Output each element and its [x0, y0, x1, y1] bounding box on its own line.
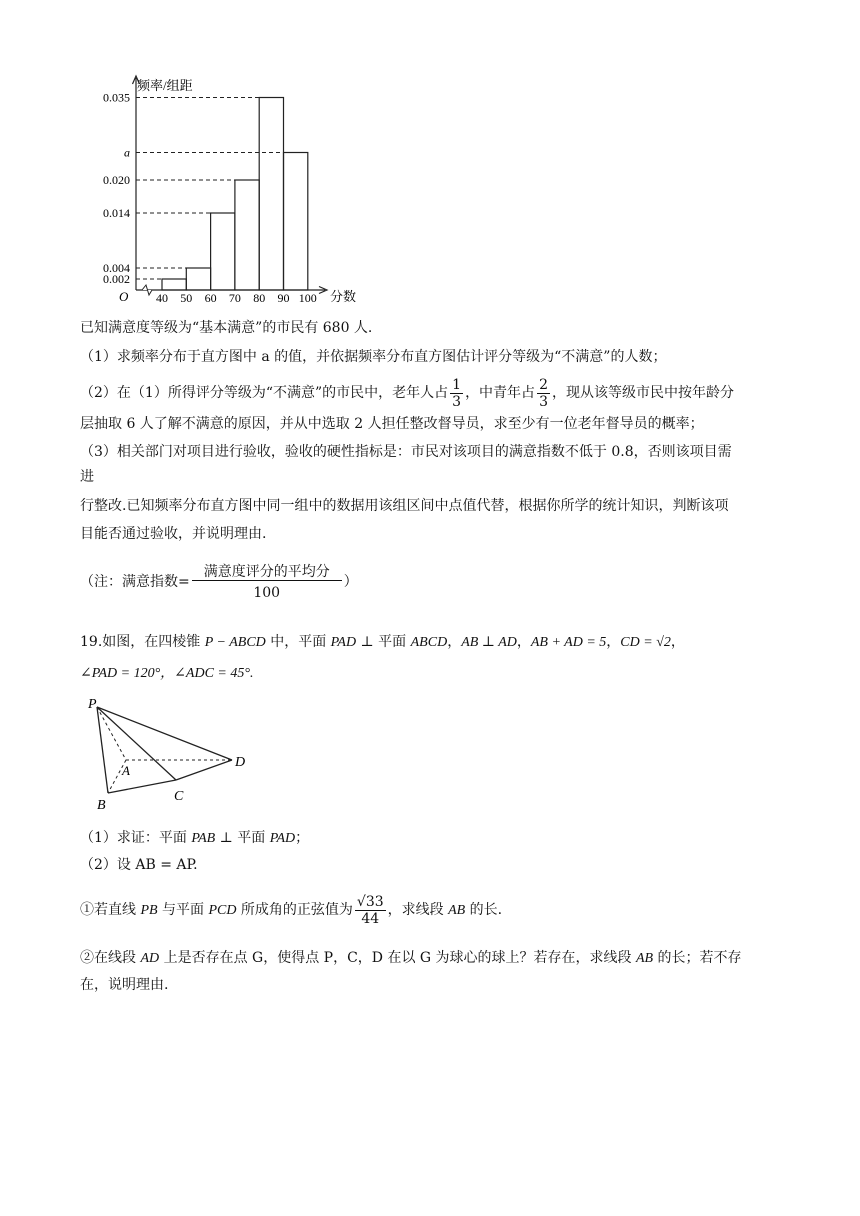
- y-tick-label: 0.035: [103, 90, 130, 105]
- q19-line2: ∠PAD = 120°，∠ADC = 45°.: [80, 666, 254, 681]
- q18-part2-line2: 层抽取 6 人了解不满意的原因，并从中选取 2 人担任整改督导员，求至少有一位老年督导员的概率；: [80, 416, 704, 432]
- edge-pb: [97, 707, 108, 793]
- q19-text: 的长.: [465, 902, 503, 918]
- fraction-numerator: 2: [539, 376, 548, 393]
- math-ab-perp-ad: AB ⊥ AD: [461, 635, 517, 650]
- q19-line1: [80, 632, 685, 653]
- q18-part3-line4: 目能否通过验收，并说明理由.: [80, 526, 267, 542]
- q19-case1: [80, 888, 502, 932]
- vertex-label-d: D: [235, 755, 246, 770]
- q19-text: ⊥ 平面: [356, 634, 411, 650]
- q18-part3-line3: 行整改.已知频率分布直方图中同一组中的数据用该组区间中点值代替，根据你所学的统计知识，判断该项: [80, 498, 729, 514]
- chart-ylabel: 频率/组距: [137, 78, 193, 93]
- q19-text: 所成角的正弦值为: [236, 902, 353, 918]
- edge-pd: [97, 707, 232, 760]
- vertex-label-a: A: [122, 763, 130, 778]
- q19-text: ⊥ 平面: [215, 830, 270, 846]
- q18-note: [80, 560, 358, 604]
- histogram-plot: [103, 76, 327, 305]
- fraction-denominator: 100: [253, 584, 281, 601]
- q19-text: ，: [670, 634, 685, 650]
- sine-value-fraction: [355, 894, 386, 927]
- q18-part2-text-c: ，现从该等级市民中按年龄分: [551, 385, 734, 401]
- chart-origin: O: [119, 289, 129, 304]
- math-cd-value: CD = √2: [620, 635, 671, 650]
- x-tick-label: 50: [180, 291, 193, 305]
- histogram-bar: [162, 279, 186, 290]
- q19-text: ②在线段: [80, 950, 141, 966]
- edge-pa-hidden: [97, 707, 126, 760]
- q19-text: ，: [606, 634, 621, 650]
- q19-text: 中，平面: [265, 634, 331, 650]
- q19-case2-line1: [80, 948, 742, 969]
- math-plane-pad: PAD: [269, 831, 296, 846]
- q18-note-prefix: （注：满意指数=: [80, 574, 190, 590]
- q19-case2-line2: 在，说明理由.: [80, 977, 169, 993]
- edge-pc: [97, 707, 176, 780]
- q19-text: ，: [516, 634, 531, 650]
- fraction-denominator: 44: [361, 910, 380, 927]
- q18-part3-line2: 进: [80, 469, 94, 485]
- histogram-bar: [211, 213, 235, 290]
- q19-text: ，求线段: [387, 902, 449, 918]
- y-tick-label: a: [124, 145, 130, 160]
- x-tick-label: 100: [298, 291, 317, 305]
- fraction-numerator: √33: [356, 893, 384, 910]
- x-tick-label: 90: [277, 291, 290, 305]
- math-segment-ab: AB: [448, 903, 466, 918]
- fraction-numerator: 满意度评分的平均分: [192, 564, 342, 581]
- q18-part2-line1: [80, 373, 734, 413]
- x-tick-label: 80: [253, 291, 266, 305]
- math-plane-pab: PAB: [191, 831, 216, 846]
- fraction-two-thirds: [537, 377, 550, 410]
- vertex-label-b: B: [97, 798, 106, 813]
- q18-part2-text-b: ，中青年占: [465, 385, 536, 401]
- x-tick-label: 60: [204, 291, 217, 305]
- q18-part3-line1: （3）相关部门对项目进行验收，验收的硬性指标是：市民对该项目的满意指数不低于 0.8，否则该项目需: [80, 444, 732, 460]
- fraction-denominator: 3: [539, 393, 548, 410]
- histogram-bar: [259, 98, 283, 291]
- q19-text: （1）求证：平面: [80, 830, 192, 846]
- q18-part2-text-a: （2）在（1）所得评分等级为“不满意”的市民中，老年人占: [80, 385, 449, 401]
- math-pyramid: P − ABCD: [204, 635, 266, 650]
- q19-text: 与平面: [157, 902, 209, 918]
- x-tick-label: 40: [156, 291, 168, 305]
- math-plane-abcd: ABCD: [410, 635, 448, 650]
- y-tick-label: 0.020: [103, 173, 130, 187]
- math-plane-pcd: PCD: [208, 903, 237, 918]
- q19-text: ；: [295, 830, 310, 846]
- math-ab-plus-ad: AB + AD = 5: [530, 635, 607, 650]
- q19-text: ，: [447, 634, 462, 650]
- fraction-one-third: [450, 377, 463, 410]
- pyramid-figure: [80, 692, 260, 814]
- q19-text: 19.如图，在四棱锥: [80, 634, 205, 650]
- q19-text: ①若直线: [80, 902, 141, 918]
- edge-cd: [176, 760, 232, 780]
- histogram-bar: [284, 153, 308, 291]
- x-tick-label: 70: [228, 291, 241, 305]
- y-tick-label: 0.002: [103, 272, 130, 286]
- histogram-chart: [0, 0, 420, 312]
- vertex-label-c: C: [174, 789, 184, 804]
- chart-xlabel: 分数: [330, 289, 357, 304]
- y-tick-label: 0.014: [103, 206, 130, 220]
- histogram-bar: [235, 180, 259, 290]
- q19-sub2: （2）设 AB = AP.: [80, 857, 198, 873]
- math-segment-ad: AD: [140, 951, 160, 966]
- q18-note-suffix: ）: [343, 574, 358, 590]
- q19-sub1: [80, 828, 309, 849]
- math-line-pb: PB: [140, 903, 158, 918]
- fraction-denominator: 3: [452, 393, 462, 410]
- q19-text: 的长；若不存: [653, 950, 742, 966]
- edge-bc: [108, 780, 176, 793]
- axis-break-mark: [142, 285, 152, 295]
- y-tick-label: 0.004: [103, 261, 130, 275]
- vertex-label-p: P: [88, 697, 97, 712]
- math-segment-ab: AB: [636, 951, 654, 966]
- histogram-bar: [186, 268, 210, 290]
- q18-intro: 已知满意度等级为“基本满意”的市民有 680 人.: [80, 320, 373, 336]
- math-plane-pad: PAD: [330, 635, 357, 650]
- fraction-numerator: 1: [452, 376, 462, 393]
- q19-text: 上是否存在点 G，使得点 P，C，D 在以 G 为球心的球上？若存在，求线段: [159, 950, 636, 966]
- q18-part1: （1）求频率分布于直方图中 a 的值，并依据频率分布直方图估计评分等级为“不满意”的人数；: [80, 349, 667, 365]
- satisfaction-index-fraction: [192, 564, 342, 601]
